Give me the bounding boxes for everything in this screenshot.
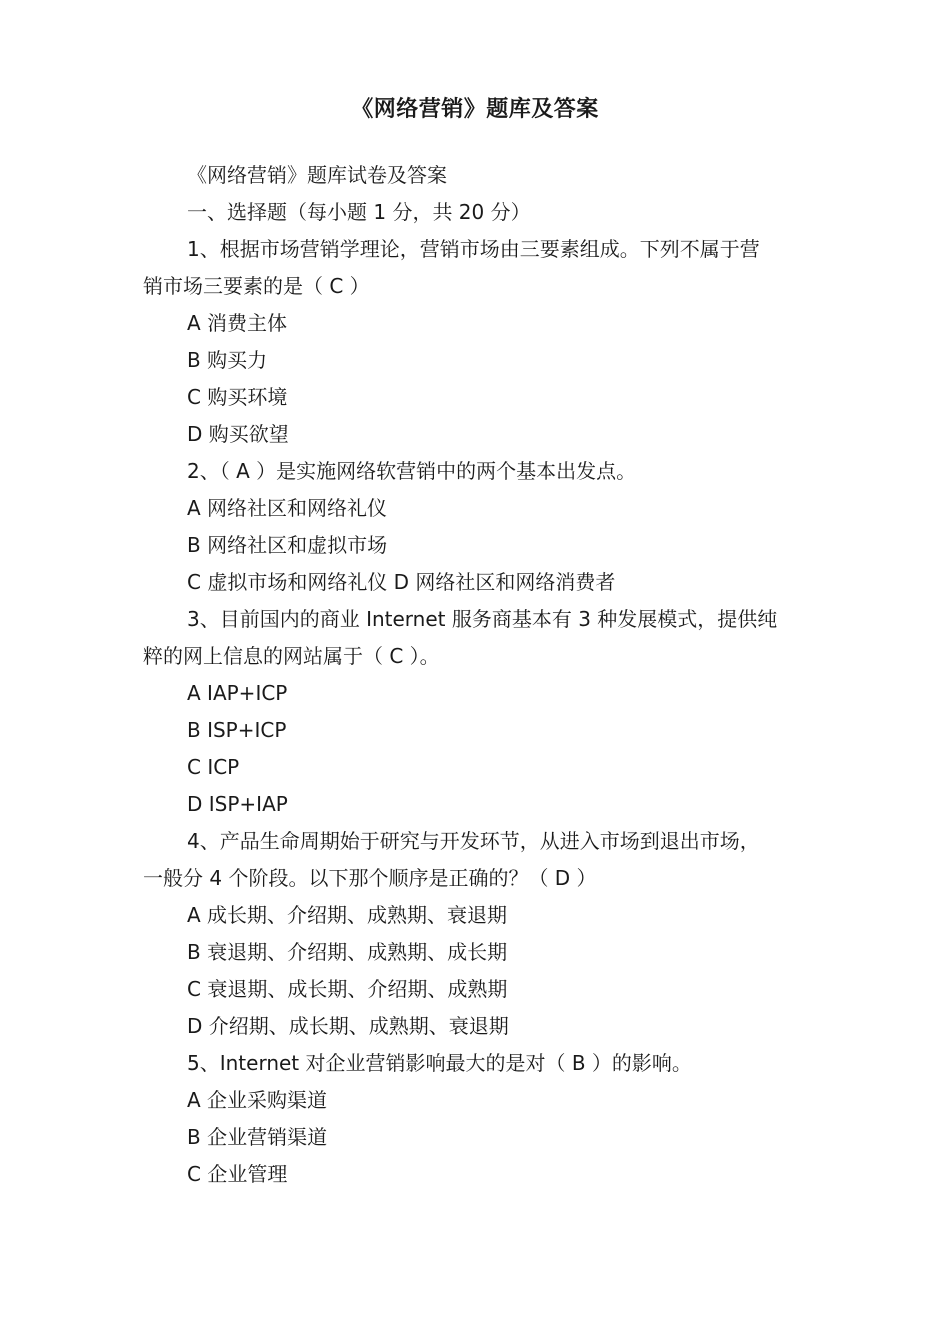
text-line: 3、目前国内的商业 Internet 服务商基本有 3 种发展模式，提供纯 xyxy=(187,607,778,631)
text-line: D ISP+IAP xyxy=(187,792,288,816)
text-line: 一般分 4 个阶段。以下那个顺序是正确的？（ D ） xyxy=(143,866,597,890)
document-title: 《网络营销》题库及答案 xyxy=(351,97,599,122)
text-line: B 企业营销渠道 xyxy=(187,1125,328,1149)
text-line: A 企业采购渠道 xyxy=(187,1088,328,1112)
text-line: 粹的网上信息的网站属于（ C ）。 xyxy=(143,644,440,668)
text-line: A 网络社区和网络礼仪 xyxy=(187,496,388,520)
text-line: B 购买力 xyxy=(187,348,268,372)
text-line: C 衰退期、成长期、介绍期、成熟期 xyxy=(187,977,508,1001)
text-line: 销市场三要素的是（ C ） xyxy=(143,274,370,298)
text-line: B 衰退期、介绍期、成熟期、成长期 xyxy=(187,940,508,964)
text-line: A 消费主体 xyxy=(187,311,288,335)
text-line: 1、根据市场营销学理论，营销市场由三要素组成。下列不属于营 xyxy=(187,237,760,261)
text-line: 一、选择题（每小题 1 分，共 20 分） xyxy=(187,200,531,224)
text-line: 2、（ A ）是实施网络软营销中的两个基本出发点。 xyxy=(187,459,637,483)
text-line: A 成长期、介绍期、成熟期、衰退期 xyxy=(187,903,508,927)
text-line: 5、Internet 对企业营销影响最大的是对（ B ）的影响。 xyxy=(187,1051,692,1075)
document-body xyxy=(143,157,813,1193)
text-line: 4、产品生命周期始于研究与开发环节，从进入市场到退出市场， xyxy=(187,829,760,853)
text-line: A IAP+ICP xyxy=(187,681,288,705)
text-line: C 企业管理 xyxy=(187,1162,288,1186)
text-line: B ISP+ICP xyxy=(187,718,287,742)
text-line: C 购买环境 xyxy=(187,385,288,409)
text-line: D 介绍期、成长期、成熟期、衰退期 xyxy=(187,1014,509,1038)
text-line: C 虚拟市场和网络礼仪 D 网络社区和网络消费者 xyxy=(187,570,616,594)
text-line: B 网络社区和虚拟市场 xyxy=(187,533,388,557)
text-line: D 购买欲望 xyxy=(187,422,289,446)
text-line: 《网络营销》题库试卷及答案 xyxy=(187,163,447,187)
text-line: C ICP xyxy=(187,755,240,779)
